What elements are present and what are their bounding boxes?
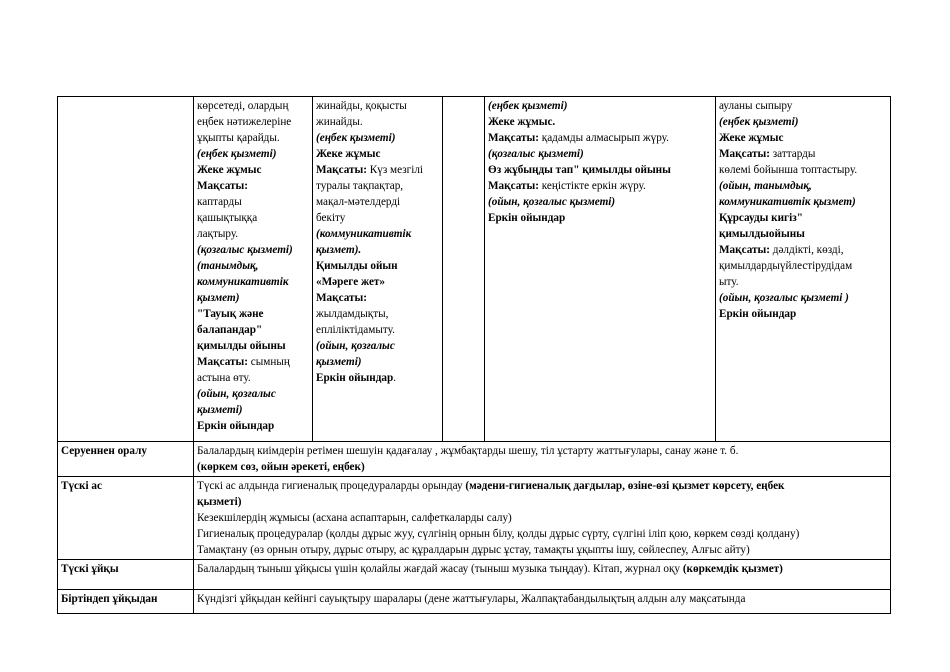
cell-line: көрсетеді, олардың xyxy=(197,100,289,112)
row-content xyxy=(194,590,891,614)
cell-line: каптарды xyxy=(197,196,242,208)
day-cell-1 xyxy=(194,97,313,442)
cell-line: коммуникативтік қызмет) xyxy=(719,196,856,208)
cell-line: Өз жұбыңды тап" қимылды ойыны xyxy=(488,164,671,176)
cell-line: Мақсаты: xyxy=(316,292,367,304)
line-bold-part: Мақсаты: xyxy=(719,148,770,160)
row-content xyxy=(194,560,891,590)
cell-line: жылдамдықты, xyxy=(316,308,389,320)
line-bold-part: Мақсаты: xyxy=(197,356,248,368)
cell-line: қашықтыққа xyxy=(197,212,258,224)
cell-line: (еңбек қызметі) xyxy=(719,116,799,128)
cell-line: Гигиеналық процедуралар (қолды дұрыс жуу, сүлгінің орнын білу, қолды дұрыс сүрту, сүлгіні іліп қою, көркем сөзді қолдану) xyxy=(197,528,800,540)
cell-line: (көркем сөз, ойын әрекеті, еңбек) xyxy=(197,461,365,473)
cell-line xyxy=(197,478,886,494)
cell-line: қимылдардыүйлестірудідам xyxy=(719,260,853,272)
cell-line: Еркін ойындар xyxy=(488,212,566,224)
cell-line: коммуникативтік xyxy=(197,276,289,288)
cell-line: Еркін ойындар xyxy=(197,420,275,432)
cell-line: "Тауық және xyxy=(197,308,264,320)
cell-line: (еңбек қызметі) xyxy=(488,100,568,112)
cell-line: Жеке жұмыс xyxy=(197,164,262,176)
cell-line: (еңбек қызметі) xyxy=(197,148,277,160)
activities-row xyxy=(58,97,891,442)
cell-line: (ойын, қозғалыс қызметі ) xyxy=(719,292,849,304)
cell-line xyxy=(197,354,308,370)
row-label-empty xyxy=(58,97,194,442)
line-bold-part: Мақсаты: xyxy=(488,180,539,192)
cell-line: (қозғалыс қызметі) xyxy=(488,148,584,160)
nap-row xyxy=(58,560,891,590)
cell-line xyxy=(488,130,711,146)
cell-line: Жеке жұмыс. xyxy=(488,116,556,128)
cell-line: Күндізгі ұйқыдан кейінгі сауықтыру шаралары (дене жаттығулары, Жалпақтабандылықтың алдын алу мақсатында xyxy=(197,593,746,605)
cell-line xyxy=(316,162,438,178)
line-plain-part: қадамды алмасырып жүру. xyxy=(538,132,669,144)
waking-up-row xyxy=(58,590,891,614)
lunch-row xyxy=(58,477,891,560)
cell-line: Кезекшілердің жұмысы (асхана аспаптарын, салфеткаларды салу) xyxy=(197,512,512,524)
schedule-table xyxy=(57,96,891,614)
cell-line: (коммуникативтік xyxy=(316,228,412,240)
cell-line: Жеке жұмыс xyxy=(316,148,381,160)
cell-line: Қимылды ойын xyxy=(316,260,398,272)
cell-line: Еркін ойындар xyxy=(719,308,797,320)
line-plain-part: сымның xyxy=(247,356,290,368)
line-plain-part: Балалардың тыныш ұйқысы үшін қолайлы жағдай жасау (тыныш музыка тыңдау). Кітап, журнал оқу xyxy=(197,563,683,575)
cell-line: Балалардың киімдерін ретімен шешуін қадағалау , жұмбақтарды шешу, тіл ұстарту жаттығулары, санау және т. б. xyxy=(197,445,739,457)
row-content xyxy=(194,477,891,560)
row-label: Түскі ас xyxy=(58,477,194,560)
cell-line: мақал-мәтелдерді xyxy=(316,196,401,208)
row-label: Түскі ұйқы xyxy=(58,560,194,590)
line-plain-part: Түскі ас алдында гигиеналық процедураларды орындау xyxy=(197,480,466,492)
cell-line xyxy=(316,370,438,386)
cell-line: туралы тақпақтар, xyxy=(316,180,404,192)
line-bold-part: Мақсаты: xyxy=(719,244,770,256)
cell-line: Мақсаты: xyxy=(197,180,248,192)
cell-line: ұқыпты қарайды. xyxy=(197,132,280,144)
cell-line: «Мәреге жет» xyxy=(316,276,386,288)
cell-line: қимылдыойыны xyxy=(719,228,805,240)
day-cell-4 xyxy=(485,97,716,442)
row-label: Біртіндеп ұйқыдан xyxy=(58,590,194,614)
cell-line: балапандар" xyxy=(197,324,263,336)
cell-line: қызмет) xyxy=(197,292,240,304)
day-cell-3 xyxy=(443,97,485,442)
cell-line: еңбек нәтижелеріне xyxy=(197,116,292,128)
cell-line: епліліктідамыту. xyxy=(316,324,395,336)
cell-line: (ойын, қозғалыс қызметі) xyxy=(488,196,616,208)
cell-line: Тамақтану (өз орнын отыру, дұрыс отыру, ас құралдарын дұрыс ұстау, тамақты ұқыпты ішу, сөйлеспеу, Алғыс айту) xyxy=(197,544,750,556)
cell-line: қимылды ойыны xyxy=(197,340,286,352)
line-bold-part: Мақсаты: xyxy=(488,132,539,144)
line-plain-part: Күз мезгілі xyxy=(366,164,424,176)
cell-line: (ойын, қозғалыс xyxy=(316,340,395,352)
return-from-walk-row xyxy=(58,442,891,477)
cell-line xyxy=(719,242,886,258)
cell-line: (ойын, қозғалыс xyxy=(197,388,276,400)
row-content xyxy=(194,442,891,477)
line-bold-part: Еркін ойындар xyxy=(316,372,394,384)
cell-line: қызметі) xyxy=(197,404,243,416)
cell-line: лақтыру. xyxy=(197,228,239,240)
cell-line: Құрсауды кигіз" xyxy=(719,212,803,224)
day-cell-2 xyxy=(313,97,443,442)
cell-line: көлемі бойынша топтастыру. xyxy=(719,164,858,176)
cell-line: (танымдық, xyxy=(197,260,259,272)
cell-line: жинайды, қоқысты xyxy=(316,100,407,112)
line-plain-part: дәлдікті, көзді, xyxy=(769,244,844,256)
line-plain-part: . xyxy=(393,372,396,384)
cell-line: (ойын, танымдық, xyxy=(719,180,812,192)
cell-line: ыту. xyxy=(719,276,739,288)
cell-line xyxy=(488,178,711,194)
line-bold-part: Мақсаты: xyxy=(316,164,367,176)
cell-line: (еңбек қызметі) xyxy=(316,132,396,144)
line-plain-part: кеңістікте еркін жүру. xyxy=(538,180,646,192)
cell-line: Жеке жұмыс xyxy=(719,132,784,144)
cell-line: қызмет). xyxy=(316,244,362,256)
day-cell-5 xyxy=(716,97,891,442)
cell-line xyxy=(197,561,886,577)
line-bold-part: (мәдени-гигиеналық дағдылар, өзіне-өзі қызмет көрсету, еңбек xyxy=(465,480,785,492)
line-plain-part: заттарды xyxy=(769,148,816,160)
cell-line: ауланы сыпыру xyxy=(719,100,793,112)
cell-line: (қозғалыс қызметі) xyxy=(197,244,293,256)
cell-line: жинайды. xyxy=(316,116,363,128)
cell-line xyxy=(719,146,886,162)
cell-line: бекіту xyxy=(316,212,346,224)
row-label: Серуеннен оралу xyxy=(58,442,194,477)
line-bold-part: (көркемдік қызмет) xyxy=(682,563,783,575)
cell-line: қызметі) xyxy=(197,496,242,508)
cell-line: қызметі) xyxy=(316,356,362,368)
cell-line: астына өту. xyxy=(197,372,251,384)
